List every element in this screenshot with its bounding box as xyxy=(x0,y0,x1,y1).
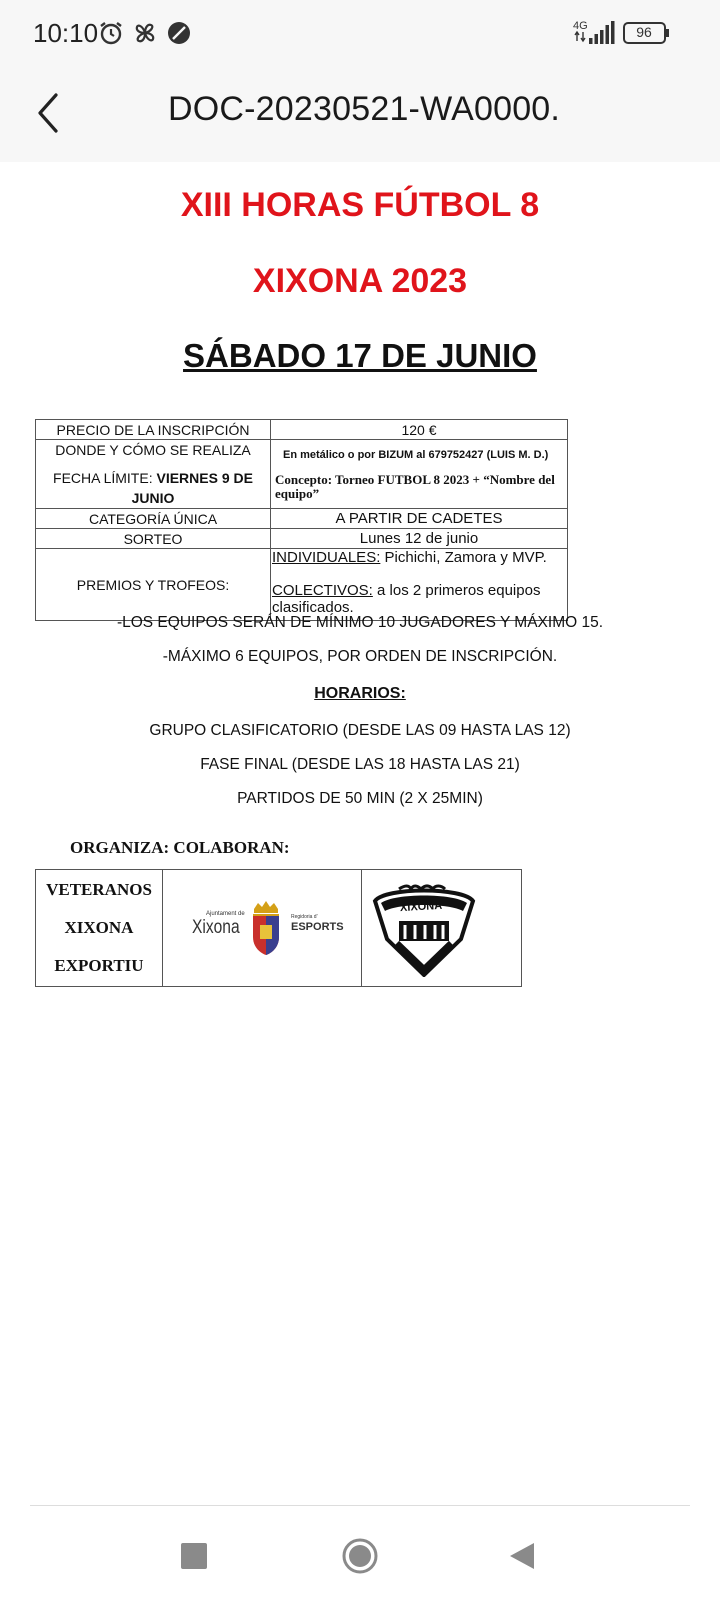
organizer-cell xyxy=(36,870,163,987)
table-row xyxy=(36,549,568,621)
fecha-value: VIERNES 9 DE JUNIO xyxy=(131,470,253,506)
colectivos-line xyxy=(272,582,567,616)
organizer-line-1: VETERANOS xyxy=(46,880,152,899)
event-date: SÁBADO 17 DE JUNIO xyxy=(183,337,537,374)
club-logo xyxy=(363,879,520,977)
colectivos-label: COLECTIVOS: xyxy=(272,582,373,599)
status-time: 10:10 xyxy=(33,18,99,48)
organizer-line-3: EXPORTIU xyxy=(54,956,144,975)
donde-cell xyxy=(36,440,271,509)
nav-divider xyxy=(30,1505,690,1506)
club-logo-cell xyxy=(362,870,522,987)
rule-teams-size: -LOS EQUIPOS SERÁN DE MÍNIMO 10 JUGADORES Y MÁXIMO 15. xyxy=(116,614,604,631)
top-bar xyxy=(0,66,720,162)
precio-value: 120 € xyxy=(271,420,568,440)
horario-grupo: GRUPO CLASIFICATORIO (DESDE LAS 09 HASTA LAS 12) xyxy=(149,722,571,739)
network-type: 4G xyxy=(573,20,588,32)
table-row xyxy=(36,509,568,529)
organizer-line-2: XIXONA xyxy=(64,918,134,937)
data-saver-icon xyxy=(166,20,192,51)
home-button[interactable] xyxy=(342,1538,378,1579)
premios-label: PREMIOS Y TROFEOS: xyxy=(36,549,271,621)
ajuntament-logo xyxy=(164,879,360,977)
sorteo-value: Lunes 12 de junio xyxy=(271,529,568,549)
back-button[interactable] xyxy=(30,88,70,138)
alarm-icon xyxy=(98,20,124,51)
status-bar xyxy=(0,0,720,66)
table-row xyxy=(36,420,568,440)
organizers-table xyxy=(35,869,522,987)
regidoria-small: Regidoria d' xyxy=(291,914,318,920)
categoria-label: CATEGORÍA ÚNICA xyxy=(36,509,271,529)
nav-back-button[interactable] xyxy=(508,1541,536,1576)
fecha-limite xyxy=(40,468,266,508)
colectivos-value: a los 2 primeros equipos clasificados. xyxy=(272,582,541,616)
rule-max-teams: -MÁXIMO 6 EQUIPOS, POR ORDEN DE INSCRIPCIÓN. xyxy=(162,648,558,665)
organiza-label: ORGANIZA: COLABORAN: xyxy=(70,838,290,857)
triangle-back-icon xyxy=(508,1541,536,1571)
club-text-1: XIXONA xyxy=(399,899,443,915)
individuales-label: INDIVIDUALES: xyxy=(272,549,381,566)
precio-label: PRECIO DE LA INSCRIPCIÓN xyxy=(36,420,271,440)
regidoria-name: ESPORTS xyxy=(291,921,344,933)
nav-bar xyxy=(0,1505,720,1600)
club-crest-icon xyxy=(369,881,479,977)
chevron-left-icon xyxy=(30,88,70,138)
ajuntament-small: Ajuntament de xyxy=(206,911,245,917)
ajuntament-logo-cell xyxy=(163,870,362,987)
sorteo-label: SORTEO xyxy=(36,529,271,549)
signal-icon xyxy=(573,18,617,51)
table-row xyxy=(36,529,568,549)
recents-button[interactable] xyxy=(181,1543,207,1569)
title-line-2: XIXONA 2023 xyxy=(252,262,468,300)
concepto-value: Concepto: Torneo FUTBOL 8 2023 + “Nombre del equipo” xyxy=(275,472,555,501)
horarios-title: HORARIOS: xyxy=(314,685,406,702)
categoria-value: A PARTIR DE CADETES xyxy=(271,509,568,529)
individuales-value: Pichichi, Zamora y MVP. xyxy=(380,549,547,566)
fecha-label: FECHA LÍMITE: xyxy=(53,470,153,486)
info-table xyxy=(35,419,568,621)
battery-level: 96 xyxy=(636,24,652,40)
donde-value-cell xyxy=(271,440,568,509)
table-row xyxy=(36,440,568,509)
document-title: DOC-20230521-WA0000. xyxy=(168,90,561,128)
horario-partidos: PARTIDOS DE 50 MIN (2 X 25MIN) xyxy=(237,790,483,807)
coat-of-arms-icon xyxy=(250,899,282,959)
home-circle-icon xyxy=(342,1538,378,1574)
premios-cell xyxy=(271,549,568,621)
ajuntament-name: Xixona xyxy=(192,917,240,938)
title-line-1: XIII HORAS FÚTBOL 8 xyxy=(180,186,540,224)
pinwheel-icon xyxy=(132,20,158,51)
battery-icon xyxy=(623,22,671,49)
donde-value: En metálico o por BIZUM al 679752427 (LUIS M. D.) xyxy=(283,449,549,461)
club-text-2: ESPORTIU xyxy=(394,912,451,924)
donde-label: DONDE Y CÓMO SE REALIZA xyxy=(55,442,251,458)
horario-fase-final: FASE FINAL (DESDE LAS 18 HASTA LAS 21) xyxy=(200,756,520,773)
individuales-line xyxy=(272,549,567,566)
